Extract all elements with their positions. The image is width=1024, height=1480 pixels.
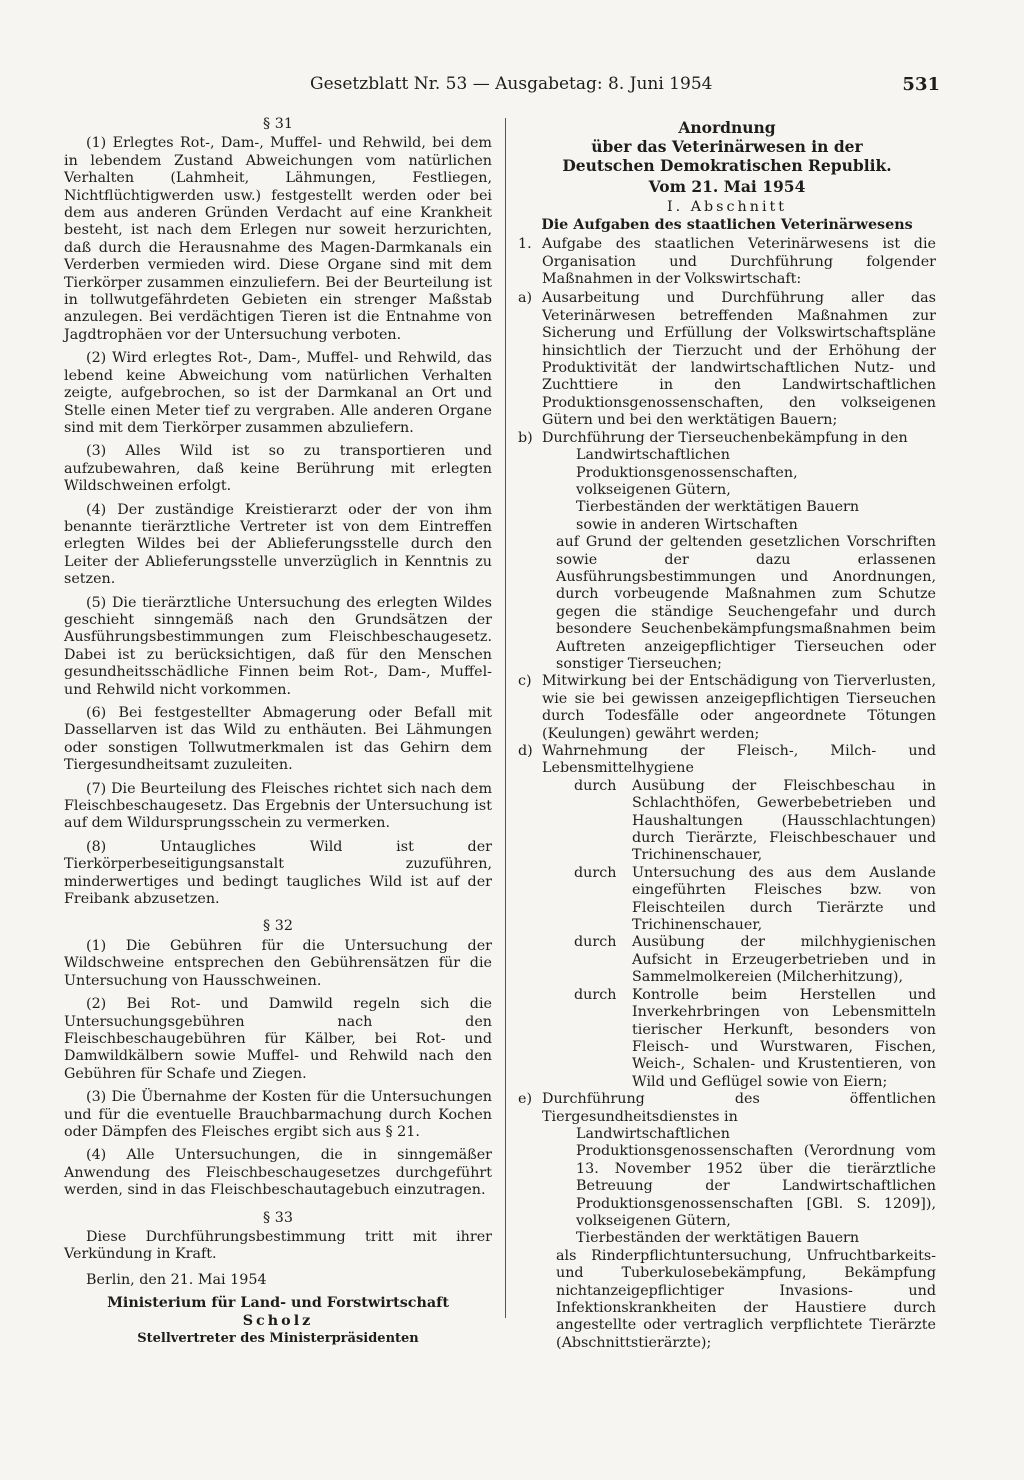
section-31-para-1: (1) Erlegtes Rot-, Dam-, Muffel- und Rehwild, bei dem in lebendem Zustand Abweichungen vom natürlichen Verhalten (Lahmheit, Lähmungen, Festliegen, Nichtflüchtigwerden usw.) festgestellt werden oder bei dem aus anderen Gründen Verdacht auf eine Krankheit besteht, ist nach dem Erlegen nur soweit herzurichten, daß durch die Herausnahme des Magen-Darmkanals ein Verderben vermieden wird. Diese Organe sind mit dem Tierkörper zusammen einzuliefern. Bei der Beurteilung ist in tollwutgefährdeten Gebieten ein strenger Maßstab anzulegen. Bei verdächtigen Tieren ist die Entnahme von Jagdtrophäen vor der Untersuchung verboten. [64,135,492,343]
item-b-line-4: sowie in anderen Wirtschaften [576,516,798,533]
item-d-sub-1-text: Ausübung der Fleischbeschau in Schlachthöfen, Gewerbebetrieben und Haushaltungen (Hausschlachtungen) durch Tierärzte, Fleischbeschauer und Trichinenschauer, [632,777,936,864]
item-a-text: Ausarbeitung und Durchführung aller das Veterinärwesen betreffenden Maßnahmen zur Sicherung und Erfüllung der Volkswirtschaftspläne hinsichtlich der Tierzucht und der Erhöhung der Produktivität der landwirtschaftlichen Nutz- und Zuchttiere in den Landwirtschaftlichen Produktionsgenossenschaften, den volkseigenen Gütern und bei den werktätigen Bauern; [542,290,936,429]
section-31-para-2: (2) Wird erlegtes Rot-, Dam-, Muffel- und Rehwild, das lebend keine Abweichung vom natürlichen Verhalten zeigte, aufgebrochen, so ist der Darmkanal an Ort und Stelle einen Meter tief zu vergraben. Alle anderen Organe sind mit dem Tierkörper zusammen abzuliefern. [64,350,492,436]
item-a [518,290,936,429]
item-e-label: e) [518,1091,533,1108]
section-31-para-4: (4) Der zuständige Kreistierarzt oder der von ihm benannte tierärztliche Vertreter ist von dem Eintreffen erlegten Wildes bei der Ablieferungsstelle durch den Leiter der Ablieferungsstelle unverzüglich in Kenntnis zu setzen. [64,501,492,588]
item-d-text: Wahrnehmung der Fleisch-, Milch- und Lebensmittelhygiene [542,743,936,777]
item-b-line-3: Tierbeständen der werktätigen Bauern [576,499,860,516]
item-c [518,673,936,743]
item-d-sub-4-text: Kontrolle beim Herstellen und Inverkehrbringen von Lebensmitteln tierischer Herkunft, besonders von Fleisch- und Wurstwaren, Fischen, Weich-, Schalen- und Krustentieren, von Wild und Geflügel sowie von Eiern; [632,986,936,1090]
signer-role: Stellvertreter des Ministerpräsidenten [137,1331,419,1346]
left-column [64,116,492,1347]
item-d-sub-1 [566,778,936,865]
ordinance-title-2: über das Veterinärwesen in der [591,137,863,156]
section-31-para-6: (6) Bei festgestellter Abmagerung oder Befall mit Dassellarven ist das Wild zu enthäuten. Bei Lähmungen oder sonstigen Tollwutmerkmalen ist das Gehirn dem Tiergesundheitsamt zuzuleiten. [64,705,492,774]
column-divider [505,118,506,1318]
ordinance-title-3: Deutschen Demokratischen Republik. [562,156,892,175]
item-d-sub-2-text: Untersuchung des aus dem Auslande eingeführten Fleisches bzw. von Fleischteilen durch Tierärzte und Trichinenschauer, [632,864,936,934]
item-e-line-1: Landwirtschaftlichen Produktionsgenossenschaften (Verordnung vom 13. November 1952 über die tierärztliche Betreuung der Landwirtschaftlichen Produktionsgenossenschaften [GBl. S. 1209]), volkseigenen Gütern, [576,1125,936,1229]
section-33-para-1: Diese Durchführungsbestimmung tritt mit ihrer Verkündung in Kraft. [64,1228,492,1263]
item-d-sub-4 [566,987,936,1091]
section-32-para-3: (3) Die Übernahme der Kosten für die Untersuchungen und für die eventuelle Brauchbarmachung durch Kochen oder Dämpfen des Fleisches ergibt sich aus § 21. [64,1089,492,1140]
item-c-label: c) [518,673,532,690]
ordinance-title-1: Anordnung [678,118,776,137]
ministry-name: Ministerium für Land- und Forstwirtschaft [107,1295,449,1312]
item-b-label: b) [518,429,533,446]
page-number: 531 [902,74,940,95]
item-b [518,430,936,447]
item-1-label: 1. [518,236,532,253]
place-date: Berlin, den 21. Mai 1954 [86,1271,267,1288]
section-32-para-1: (1) Die Gebühren für die Untersuchung der Wildschweine entsprechen den Gebührensätzen für die Untersuchung von Hausschweinen. [64,937,492,989]
section-31-para-8: (8) Untaugliches Wild ist der Tierkörperbeseitigungsanstalt zuzuführen, minderwertiges und bedingt taugliches Wild ist auf der Freibank abzusetzen. [64,838,492,908]
section-31-heading: § 31 [263,116,293,132]
gazette-title: Gesetzblatt Nr. 53 — Ausgabetag: 8. Juni 1954 [310,74,713,94]
section-31-para-3: (3) Alles Wild ist so zu transportieren und aufzubewahren, daß keine Berührung mit erlegten Wildschweinen erfolgt. [64,443,492,495]
item-b-line-2: volkseigenen Gütern, [576,481,731,498]
item-1 [518,236,936,288]
item-e-rest: als Rinderpflichtuntersuchung, Unfruchtbarkeits- und Tuberkulosebekämpfung, Bekämpfung nichtanzeigepflichtiger Invasions- und Infektionskrankheiten der Haustiere durch angestellte oder vertraglich verpflichtete Tierärzte (Abschnittstierärzte); [556,1247,936,1351]
item-d-sub-3-text: Ausübung der milchhygienischen Aufsicht in Erzeugerbetrieben und in Sammelmolkereien (Milcherhitzung), [632,934,936,986]
section-32-para-4: (4) Alle Untersuchungen, die in sinngemäßer Anwendung des Fleischbeschaugesetzes durchgeführt werden, sind in das Fleischbeschautagebuch einzutragen. [64,1147,492,1199]
ordinance-date: Vom 21. Mai 1954 [648,177,806,196]
item-d-sub-2 [566,865,936,935]
item-1-text: Aufgabe des staatlichen Veterinärwesens ist die Organisation und Durchführung folgender Maßnahmen in der Volkswirtschaft: [542,236,936,288]
page-header [310,74,940,100]
right-column [518,118,936,1352]
part-title: Die Aufgaben des staatlichen Veterinärwesens [541,216,913,233]
item-e-text: Durchführung des öffentlichen Tiergesundheitsdienstes in [542,1091,936,1125]
durch-label-3: durch [574,934,617,951]
signer-name: Scholz [242,1312,314,1329]
section-31-para-7: (7) Die Beurteilung des Fleisches richtet sich nach dem Fleischbeschaugesetz. Das Ergebnis der Untersuchung ist auf dem Wildursprungsschein zu vermerken. [64,780,492,832]
item-b-line-1: Landwirtschaftlichen Produktionsgenossenschaften, [576,447,798,481]
item-e [518,1091,936,1126]
item-c-text: Mitwirkung bei der Entschädigung von Tierverlusten, wie sie bei gewissen anzeigepflichtigen Tierseuchen durch Todesfälle oder angeordnete Tötungen (Keulungen) gewährt werden; [542,673,936,742]
durch-label-1: durch [574,777,617,794]
item-d-label: d) [518,743,533,759]
part-heading: I. Abschnitt [666,199,788,216]
item-b-text: Durchführung der Tierseuchenbekämpfung in den [542,429,908,446]
item-e-line-2: Tierbeständen der werktätigen Bauern [576,1230,860,1247]
durch-label-2: durch [574,864,617,881]
durch-label-4: durch [574,986,617,1003]
section-32-para-2: (2) Bei Rot- und Damwild regeln sich die Untersuchungsgebühren nach den Fleischbeschaugebühren für Kälber, bei Rot- und Damwildkälbern sowie Muffel- und Rehwild nach den Gebühren für Schafe und Ziegen. [64,996,492,1082]
item-d [518,743,936,778]
item-d-sub-3 [566,934,936,986]
item-a-label: a) [518,290,533,307]
section-31-para-5: (5) Die tierärztliche Untersuchung des erlegten Wildes geschieht sinngemäß nach den Grundsätzen der Ausführungsbestimmungen zum Fleischbeschaugesetz. Dabei ist zu berücksichtigen, daß für den Menschen gesundheitsschädliche Finnen beim Rot-, Dam-, Muffel- und Rehwild nicht vorkommen. [64,594,492,698]
section-32-heading: § 32 [263,918,293,935]
section-33-heading: § 33 [263,1209,293,1226]
item-b-rest: auf Grund der geltenden gesetzlichen Vorschriften sowie der dazu erlassenen Ausführungsbestimmungen und Anordnungen, durch vorbeugende Maßnahmen zum Schutze gegen die ständige Seuchengefahr und durch besondere Seuchenbekämpfungsmaßnahmen beim Auftreten anzeigepflichtiger Tierseuchen oder sonstiger Tierseuchen; [556,534,936,672]
